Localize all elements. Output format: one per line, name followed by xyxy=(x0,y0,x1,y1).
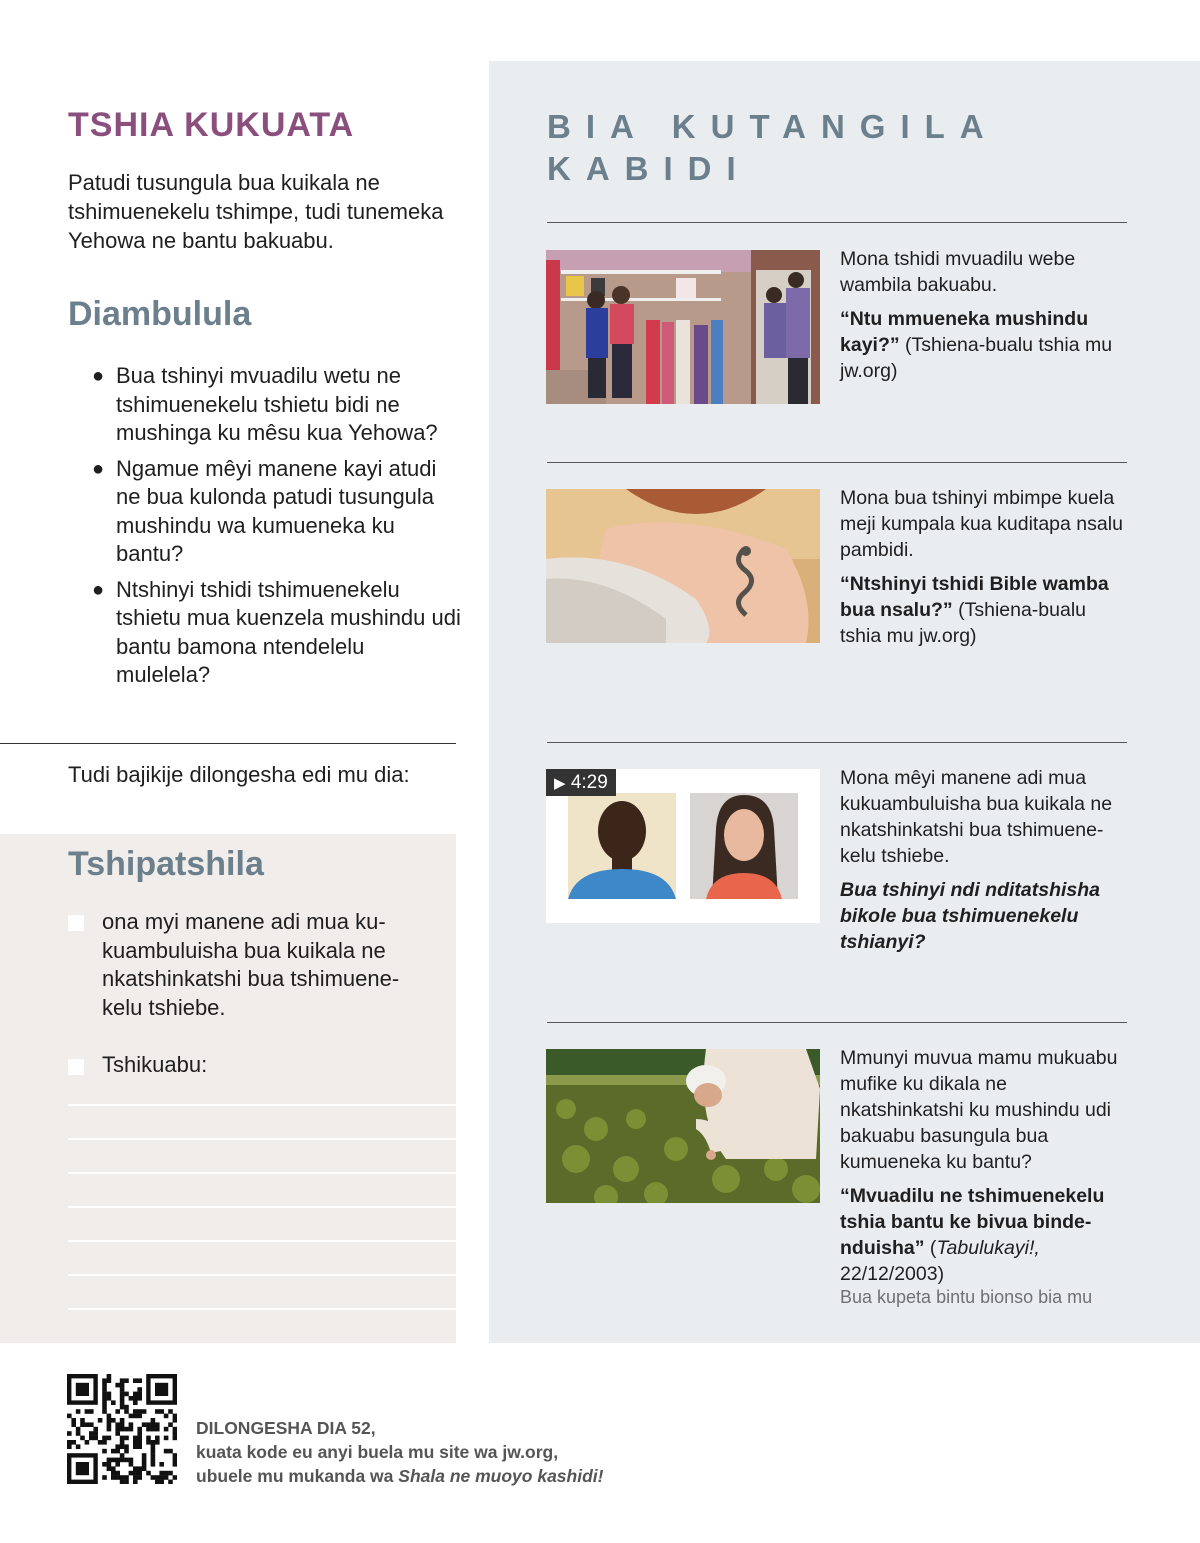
review-question xyxy=(90,362,462,448)
goal-item-text: ona myi manene adi mua ku-kuambuluisha bua kuikala ne nkatshinkatshi bua tshimuene-kelu tshiebe. xyxy=(102,909,400,1020)
footer-text xyxy=(196,1416,603,1488)
article-source: (Tshiena-bualu tshia mu jw.org) xyxy=(840,599,1087,647)
play-icon: ▶ xyxy=(554,775,566,792)
more-info-text: Bua kupeta bintu bionso bia mu xyxy=(840,1287,1093,1307)
article-link[interactable]: “Ntshinyi tshidi Bible wamba bua nsalu?” xyxy=(840,573,1109,621)
writing-line[interactable] xyxy=(68,1240,456,1242)
review-question-list xyxy=(90,362,462,697)
article-link[interactable]: “Mvuadilu ne tshimuenekelu tshia bantu ke bivua binde-nduisha” xyxy=(840,1185,1105,1259)
qr-code-icon[interactable] xyxy=(67,1374,177,1484)
goal-heading: TSHIA KUKUATA xyxy=(68,106,355,144)
reading-card xyxy=(840,246,1130,392)
lesson-number: DILONGESHA DIA 52, xyxy=(196,1418,376,1438)
reading-card xyxy=(840,1045,1130,1315)
card-description: Mona mêyi manene adi mua kukuambuluisha bua kuikala ne nkatshinkatshi bua tshimuene-kelu tshiebe. xyxy=(840,767,1113,867)
divider xyxy=(547,462,1127,463)
tattoo-shoulder-photo[interactable] xyxy=(546,489,820,643)
divider xyxy=(0,743,456,744)
video-link[interactable]: Bua tshinyi ndi nditatshisha bikole bua tshimuenekelu tshianyi? xyxy=(840,879,1101,953)
other-goal-checkbox[interactable] xyxy=(68,1059,84,1075)
writing-line[interactable] xyxy=(68,1172,456,1174)
publication-name: Tabulukayi!, xyxy=(936,1237,1040,1259)
article-source: (Tshiena-bualu tshia mu jw.org) xyxy=(840,334,1113,382)
writing-line[interactable] xyxy=(68,1274,456,1276)
bullet-icon: ● xyxy=(92,578,105,601)
reading-card xyxy=(840,765,1130,963)
video-duration-badge xyxy=(546,769,616,796)
footer-instruction: kuata kode eu anyi buela mu site wa jw.org, xyxy=(196,1442,559,1462)
article-source: ( xyxy=(924,1237,937,1259)
article-date: 22/12/2003) xyxy=(840,1263,945,1285)
book-title: Shala ne muoyo kashidi! xyxy=(398,1466,604,1486)
goal-checkbox[interactable] xyxy=(68,915,84,931)
divider xyxy=(547,222,1127,223)
review-question-text: Bua tshinyi mvuadilu wetu ne tshimuenekelu tshietu bidi ne mushinga ku mêsu kua Yehowa? xyxy=(116,363,438,445)
video-duration: 4:29 xyxy=(570,772,608,793)
bullet-icon: ● xyxy=(92,365,105,387)
footer-book-prefix: ubuele mu mukanda wa xyxy=(196,1466,399,1486)
writing-line[interactable] xyxy=(68,1206,456,1208)
review-question-text: Ntshinyi tshidi tshimuenekelu tshietu mua kuenzela mushindu udi bantu bamona ntendelelu mulelela? xyxy=(116,576,461,687)
lesson-completed-text: Tudi bajikije dilongesha edi mu dia: xyxy=(68,762,410,787)
writing-line[interactable] xyxy=(68,1104,456,1106)
card-description: Mmunyi muvua mamu mukuabu mufike ku dikala ne nkatshinkatshi ku mushindu udi bakuabu basungula bua kumueneka ku bantu? xyxy=(840,1047,1118,1173)
goal-text: Patudi tusungula bua kuikala ne tshimuenekelu tshimpe, tudi tunemeka Yehowa ne bantu bakuabu. xyxy=(68,170,444,253)
writing-line[interactable] xyxy=(68,1138,456,1140)
reading-card xyxy=(840,485,1130,657)
card-description: Mona tshidi mvuadilu webe wambila bakuabu. xyxy=(840,248,1076,296)
clothing-store-photo[interactable] xyxy=(546,250,820,404)
review-heading: Diambulula xyxy=(68,295,252,333)
further-reading-heading: BIA KUTANGILA KABIDI xyxy=(547,108,998,187)
bullet-icon: ● xyxy=(92,457,105,480)
field-worker-photo[interactable] xyxy=(546,1049,820,1203)
video-interview-thumbnail[interactable] xyxy=(546,769,820,923)
article-link[interactable]: “Ntu mmueneka mushindu kayi?” xyxy=(840,308,1089,356)
goal-box-heading: Tshipatshila xyxy=(68,845,264,883)
divider xyxy=(547,742,1127,743)
review-question-text: Ngamue mêyi manene kayi atudi ne bua kulonda patudi tusungula mushindu wa kumueneka ku bantu? xyxy=(116,455,437,566)
writing-line[interactable] xyxy=(68,1308,456,1310)
review-question xyxy=(90,576,462,690)
review-question xyxy=(90,455,462,569)
other-goal-label: Tshikuabu: xyxy=(102,1052,208,1077)
card-description: Mona bua tshinyi mbimpe kuela meji kumpala kua kuditapa nsalu pambidi. xyxy=(840,487,1123,561)
divider xyxy=(547,1022,1127,1023)
